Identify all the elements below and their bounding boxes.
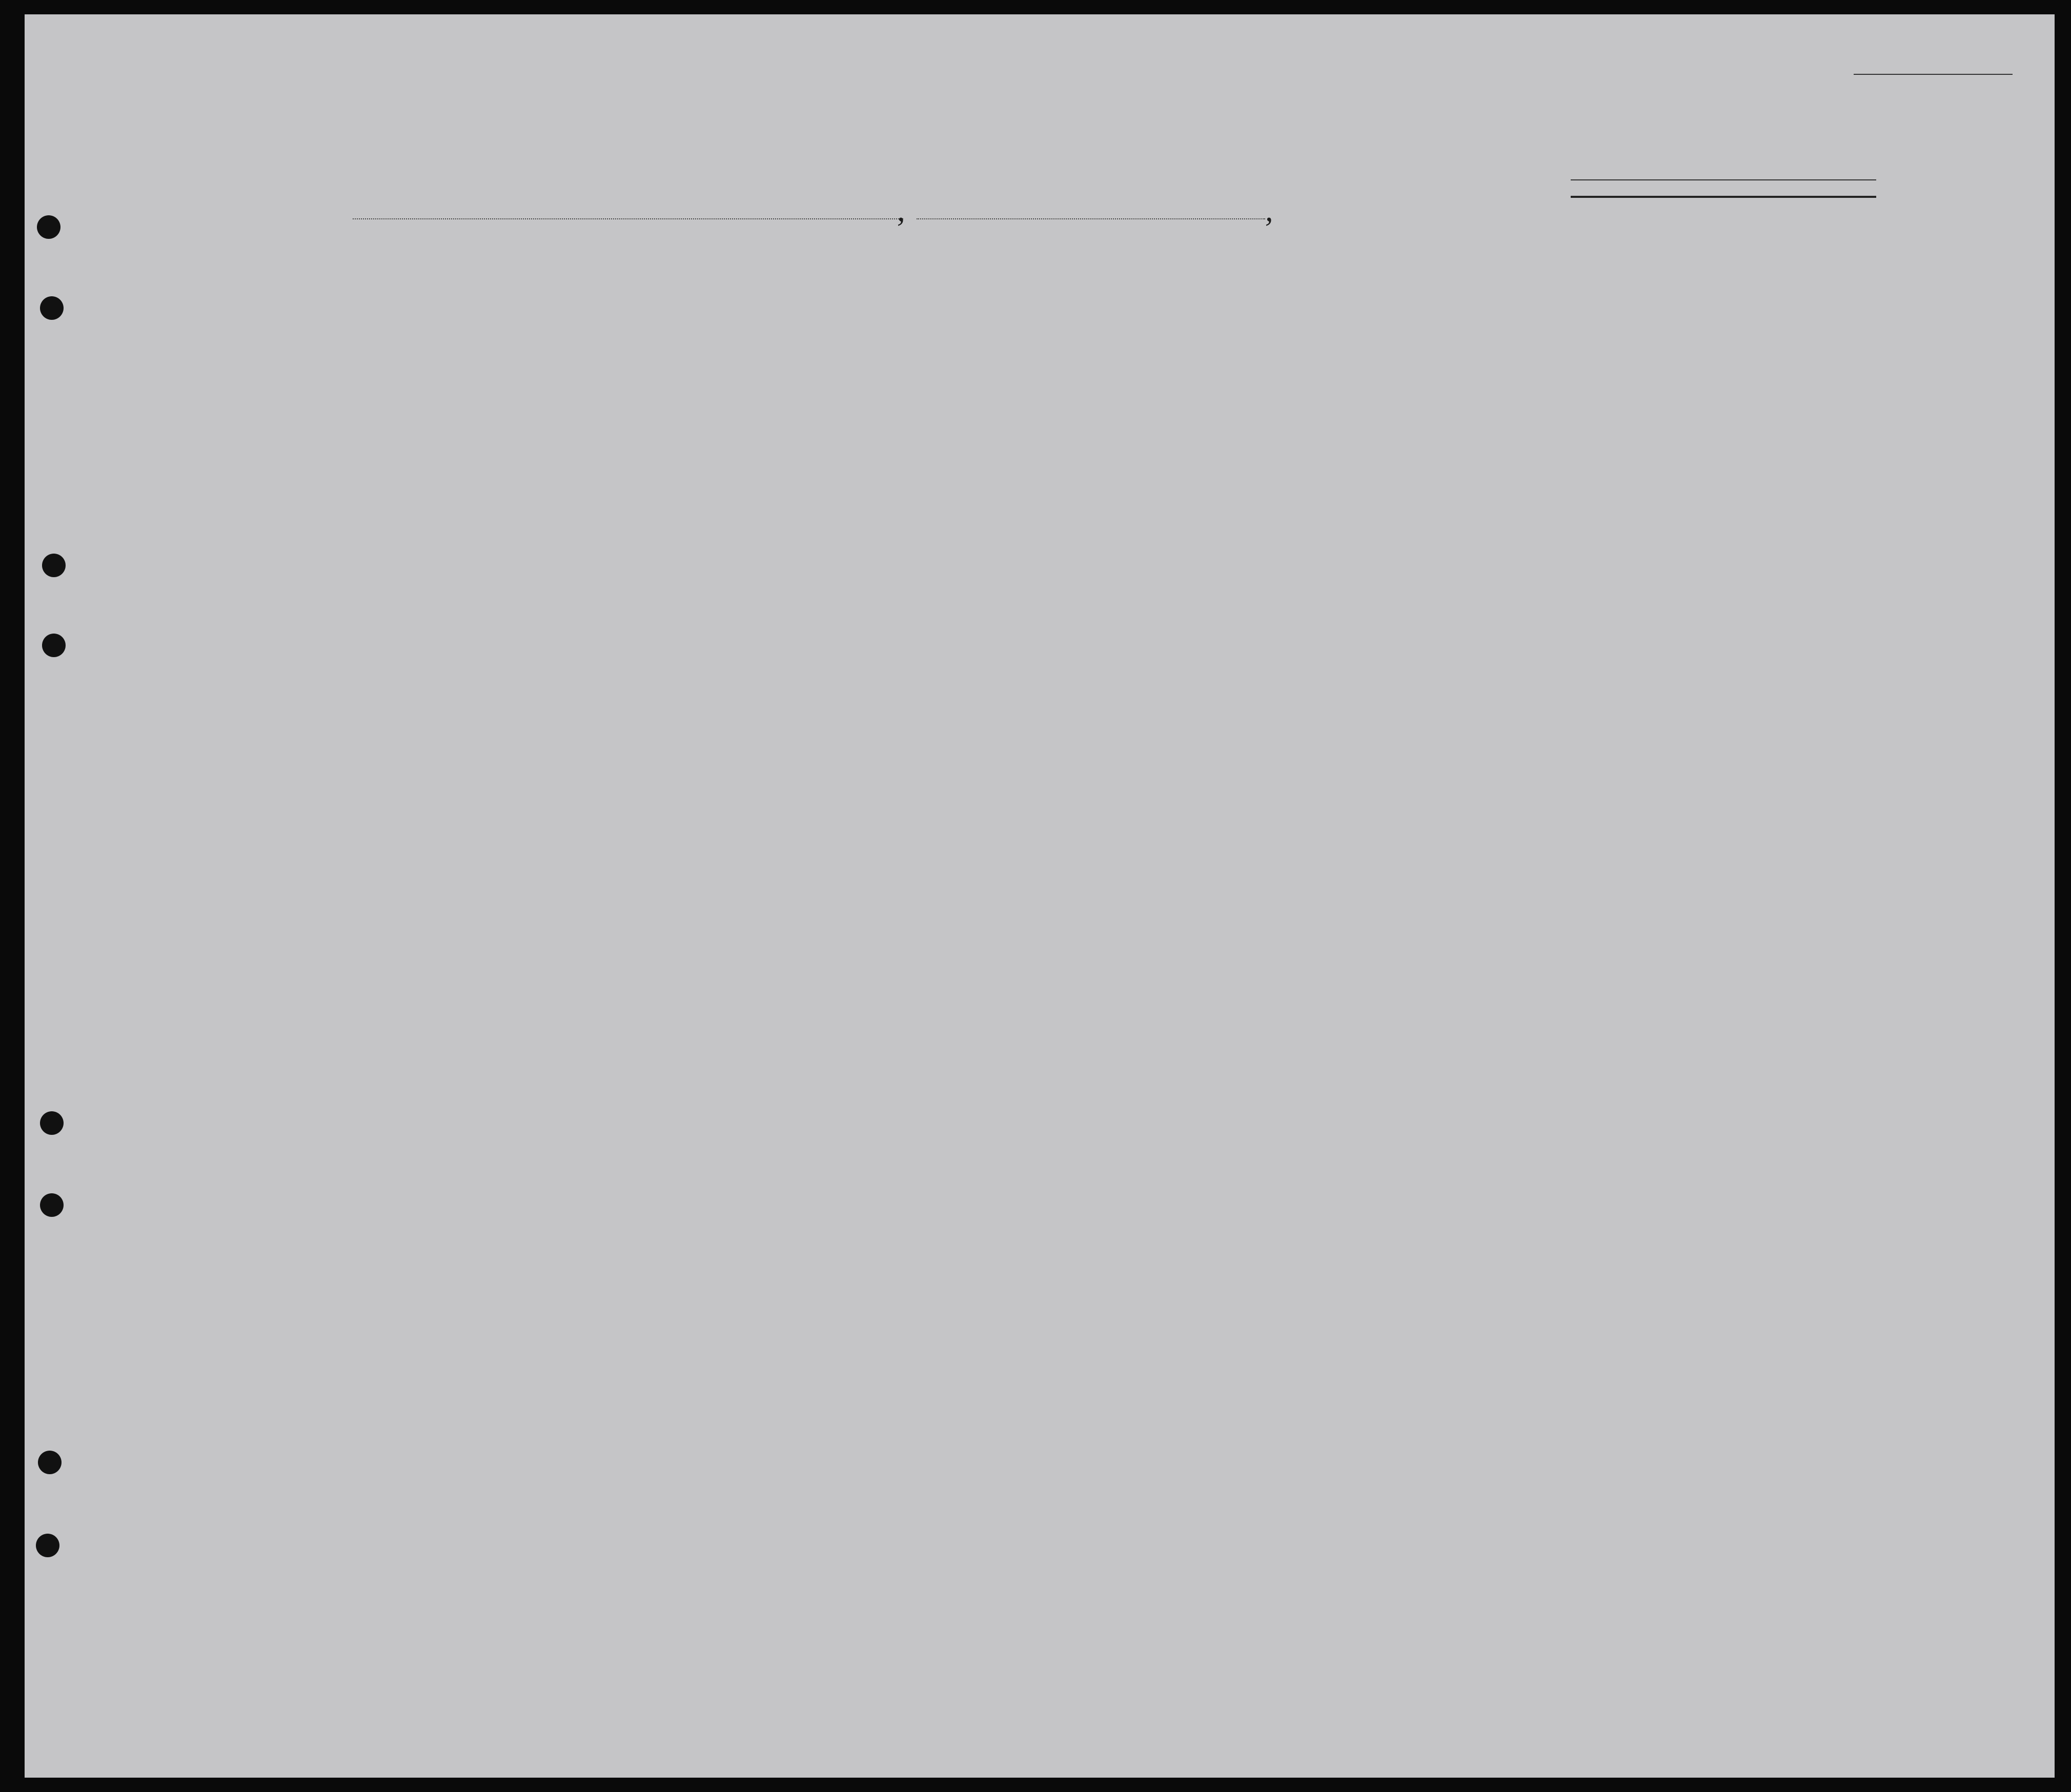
stamp-box <box>1571 179 1876 198</box>
punch-hole <box>40 296 64 320</box>
list-underline <box>1854 74 2013 75</box>
punch-hole <box>37 215 60 239</box>
punch-hole <box>42 634 66 657</box>
punch-hole <box>42 554 66 577</box>
punch-hole <box>36 1534 59 1557</box>
comma-2: , <box>1265 193 1273 228</box>
comma-1: , <box>897 193 905 228</box>
punch-hole <box>38 1451 62 1474</box>
date-dotted-line <box>917 218 1265 219</box>
table-grid <box>25 14 2055 1778</box>
punch-hole <box>40 1193 64 1217</box>
port-dotted-line <box>353 218 903 219</box>
manifest-sheet <box>25 14 2055 1778</box>
punch-hole <box>40 1111 64 1135</box>
